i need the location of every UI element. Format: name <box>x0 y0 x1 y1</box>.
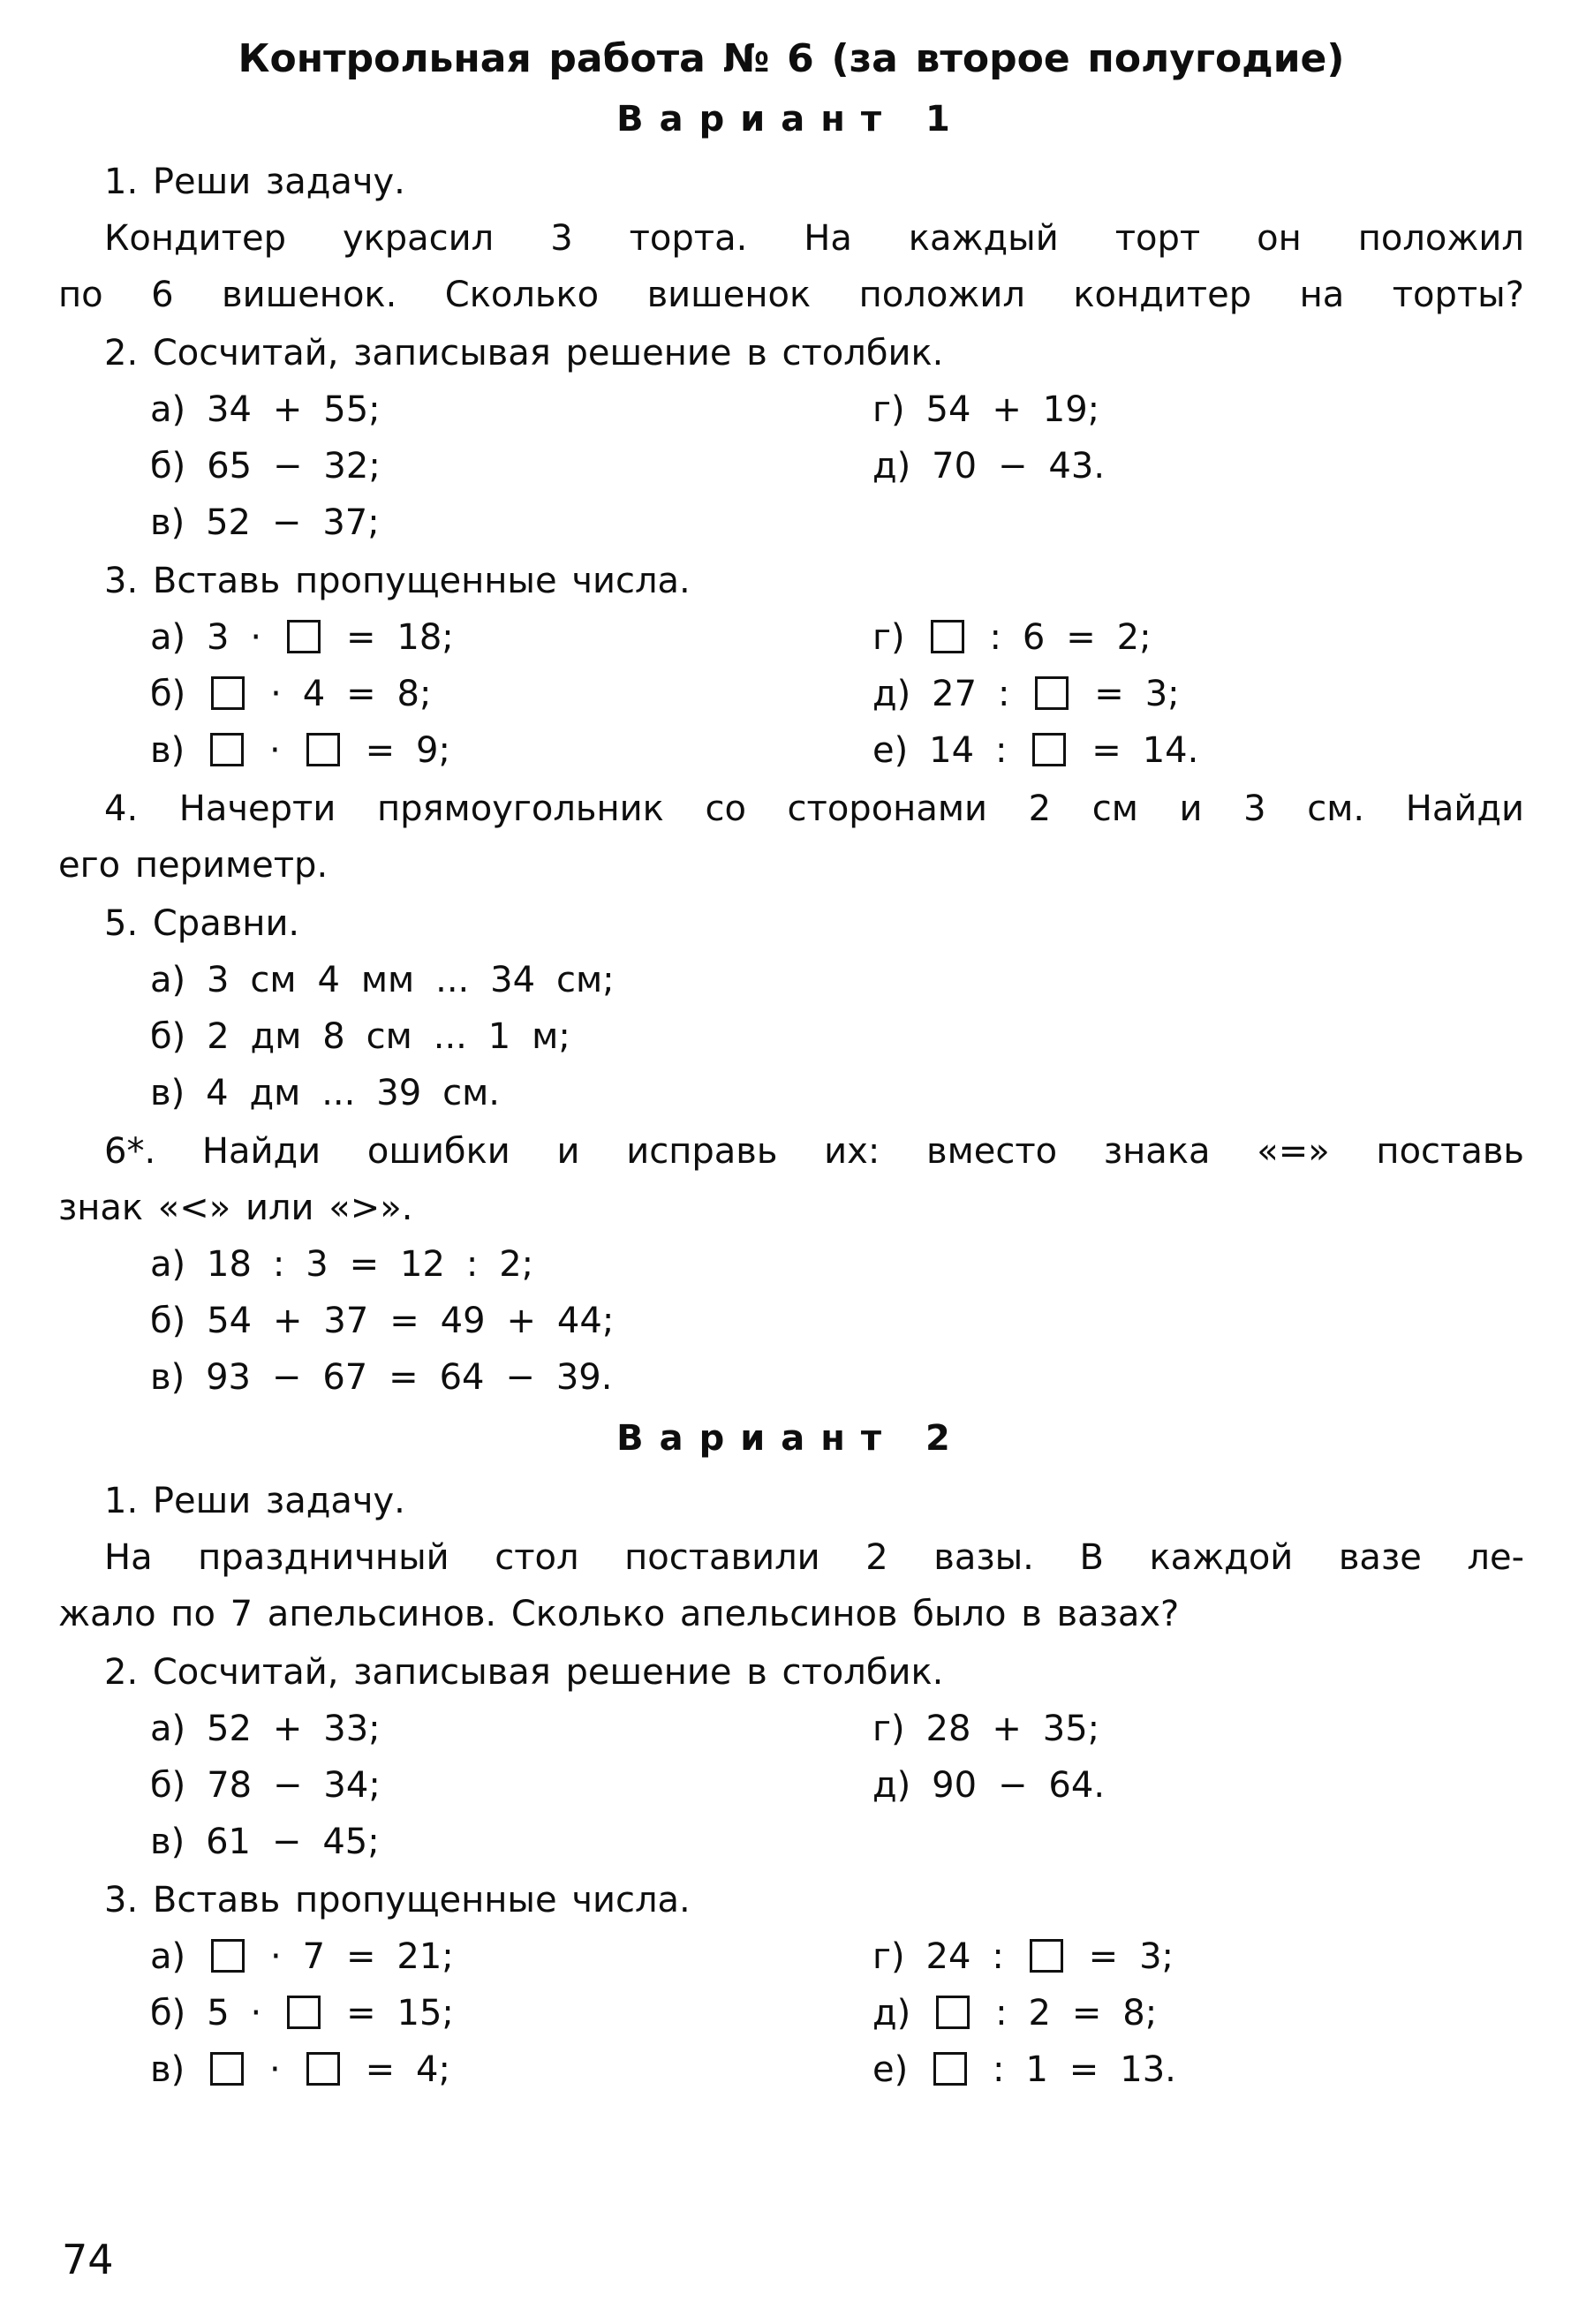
task-line: 3. Вставь пропущенные числа. <box>104 1880 691 1920</box>
item-row: г) : 6 = 2; <box>872 617 1152 658</box>
page-title: Контрольная работа № 6 (за второе полугодие) <box>238 36 1345 81</box>
task-line: по 6 вишенок. Сколько вишенок положил кондитер на торты? <box>58 275 1524 315</box>
item-row: а) · 7 = 21; <box>150 1936 454 1977</box>
empty-box <box>211 676 245 710</box>
variant-heading: Вариант 2 <box>616 1418 966 1459</box>
item-row: б) 5 · = 15; <box>150 1993 454 2034</box>
empty-box <box>931 620 964 653</box>
task <box>58 1872 1524 2098</box>
item-row: д) 90 − 64. <box>872 1765 1106 1806</box>
task-line: 3. Вставь пропущенные числа. <box>104 561 691 601</box>
task-items <box>58 1928 1524 2098</box>
item-row: в) · = 9; <box>150 730 450 771</box>
item-row: б) 2 дм 8 см ... 1 м; <box>150 1016 570 1057</box>
item-row: б) 65 − 32; <box>150 446 381 487</box>
task-items <box>58 1236 1524 1406</box>
item-row: в) 4 дм ... 39 см. <box>150 1073 500 1113</box>
task-line: 1. Реши задачу. <box>104 1481 405 1521</box>
task-line: 2. Сосчитай, записывая решение в столбик. <box>104 1652 944 1693</box>
empty-box <box>210 2052 244 2086</box>
empty-box <box>210 733 244 766</box>
empty-box <box>933 2052 967 2086</box>
task-line: 4. Начерти прямоугольник со сторонами 2 см и 3 см. Найди <box>104 788 1524 829</box>
item-row: г) 54 + 19; <box>872 389 1100 430</box>
empty-box <box>306 2052 340 2086</box>
task-line: На праздничный стол поставили 2 вазы. В каждой вазе ле- <box>104 1537 1524 1578</box>
item-row: а) 18 : 3 = 12 : 2; <box>150 1244 534 1285</box>
task-line: 6*. Найди ошибки и исправь их: вместо знака «=» поставь <box>104 1131 1524 1172</box>
task-line: Кондитер украсил 3 торта. На каждый торт он положил <box>104 218 1524 259</box>
task-line: 5. Сравни. <box>104 903 300 944</box>
item-row: а) 34 + 55; <box>150 389 381 430</box>
task-items <box>58 381 1524 551</box>
variant-section <box>58 94 1524 1406</box>
item-row: б) 54 + 37 = 49 + 44; <box>150 1301 615 1341</box>
empty-box <box>1032 733 1066 766</box>
task <box>58 1644 1524 1870</box>
item-row: а) 3 · = 18; <box>150 617 454 658</box>
empty-box <box>936 1996 970 2029</box>
task <box>58 1473 1524 1642</box>
item-row: а) 3 см 4 мм ... 34 см; <box>150 960 615 1000</box>
item-row: г) 28 + 35; <box>872 1709 1100 1749</box>
task-items <box>58 1701 1524 1870</box>
task-line: 2. Сосчитай, записывая решение в столбик. <box>104 333 944 374</box>
task <box>58 895 1524 1121</box>
item-row: е) : 1 = 13. <box>872 2049 1176 2090</box>
empty-box <box>1035 676 1069 710</box>
task <box>58 553 1524 779</box>
page-number: 74 <box>62 2236 114 2283</box>
page-body <box>58 94 1524 2098</box>
task <box>58 1123 1524 1406</box>
task <box>58 325 1524 551</box>
task-line: его периметр. <box>58 845 329 886</box>
empty-box <box>1030 1939 1063 1973</box>
empty-box <box>287 1996 321 2029</box>
item-row: д) 70 − 43. <box>872 446 1106 487</box>
item-row: б) 78 − 34; <box>150 1765 381 1806</box>
item-row: в) · = 4; <box>150 2049 450 2090</box>
task-items <box>58 952 1524 1121</box>
variant-heading: Вариант 1 <box>616 99 966 140</box>
task-line: знак «<» или «>». <box>58 1188 413 1228</box>
task <box>58 781 1524 894</box>
task-line: жало по 7 апельсинов. Сколько апельсинов было в вазах? <box>58 1594 1180 1634</box>
item-row: г) 24 : = 3; <box>872 1936 1174 1977</box>
item-row: д) : 2 = 8; <box>872 1993 1158 2034</box>
item-row: в) 52 − 37; <box>150 502 380 543</box>
item-row: е) 14 : = 14. <box>872 730 1199 771</box>
task-items <box>58 609 1524 779</box>
task <box>58 154 1524 323</box>
task-line: 1. Реши задачу. <box>104 162 405 202</box>
empty-box <box>287 620 321 653</box>
variant-section <box>58 1413 1524 2098</box>
empty-box <box>211 1939 245 1973</box>
item-row: б) · 4 = 8; <box>150 674 432 714</box>
item-row: д) 27 : = 3; <box>872 674 1180 714</box>
item-row: в) 93 − 67 = 64 − 39. <box>150 1357 613 1398</box>
empty-box <box>306 733 340 766</box>
item-row: в) 61 − 45; <box>150 1822 380 1862</box>
item-row: а) 52 + 33; <box>150 1709 381 1749</box>
